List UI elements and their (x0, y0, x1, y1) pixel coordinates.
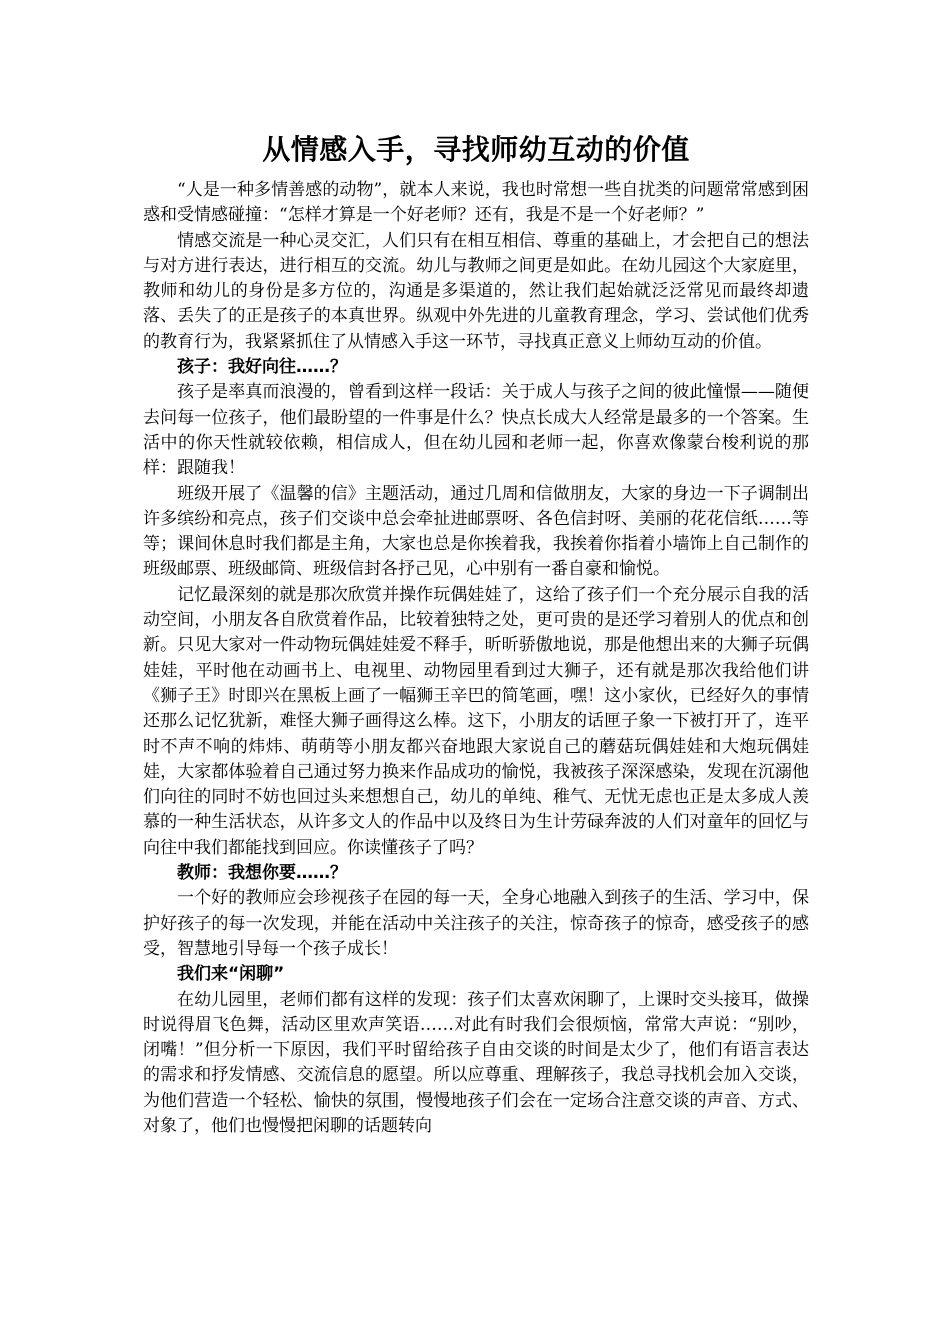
section-heading: 孩子：我好向往……？ (177, 357, 347, 378)
section-heading: 教师：我想你要……？ (177, 863, 347, 884)
paragraph: 一个好的教师应会珍视孩子在园的每一天，全身心地融入到孩子的生活、学习中，保护好孩子的每一次发现，并能在活动中关注孩子的关注，惊奇孩子的惊奇，感受孩子的感受，智慧地引导每一个孩子成长！ (143, 888, 809, 959)
document-page (143, 128, 809, 1139)
paragraph: 在幼儿园里，老师们都有这样的发现：孩子们太喜欢闲聊了，上课时交头接耳，做操时说得眉飞色舞，活动区里欢声笑语……对此有时我们会很烦恼，常常大声说：“别吵，闭嘴！”但分析一下原因，我们平时留给孩子自由交谈的时间是太少了，他们有语言表达的需求和抒发情感、交流信息的愿望。所以应尊重、理解孩子，我总寻找机会加入交谈，为他们营造一个轻松、愉快的氛围，慢慢地孩子们会在一定场合注意交谈的声音、方式、对象了，他们也慢慢把闲聊的话题转向 (143, 989, 809, 1136)
document-title: 从情感入手，寻找师幼互动的价值 (262, 133, 690, 166)
paragraph: 孩子是率真而浪漫的，曾看到这样一段话：关于成人与孩子之间的彼此憧憬——随便去问每一位孩子，他们最盼望的一件事是什么？快点长成大人经常是最多的一个答案。生活中的你天性就较依赖，相信成人，但在幼儿园和老师一起，你喜欢像蒙台梭利说的那样：跟随我！ (143, 382, 809, 479)
paragraph: “人是一种多情善感的动物”，就本人来说，我也时常想一些自扰类的问题常常感到困惑和受情感碰撞：“怎样才算是一个好老师？还有，我是不是一个好老师？” (143, 180, 809, 226)
paragraph: 班级开展了《温馨的信》主题活动，通过几周和信做朋友，大家的身边一下子调制出许多缤纷和亮点，孩子们交谈中总会牵扯进邮票呀、各色信封呀、美丽的花花信纸……等等；课间休息时我们都是主角，大家也总是你挨着我，我挨着你指着小墙饰上自己制作的班级邮票、班级邮筒、班级信封各抒己见，心中别有一番自豪和愉悦。 (143, 483, 809, 580)
paragraph: 情感交流是一种心灵交汇，人们只有在相互相信、尊重的基础上，才会把自己的想法与对方进行表达，进行相互的交流。幼儿与教师之间更是如此。在幼儿园这个大家庭里，教师和幼儿的身份是多方位的，沟通是多渠道的，然让我们起始就泛泛常见而最终却遗落、丢失了的正是孩子的本真世界。纵观中外先进的儿童教育理念，学习、尝试他们优秀的教育行为，我紧紧抓住了从情感入手这一环节，寻找真正意义上师幼互动的价值。 (143, 230, 809, 352)
paragraph: 记忆最深刻的就是那次欣赏并操作玩偶娃娃了，这给了孩子们一个充分展示自我的活动空间，小朋友各自欣赏着作品，比较着独特之处，更可贵的是还学习着别人的优点和创新。只见大家对一件动物玩偶娃娃爱不释手，昕昕骄傲地说，那是他想出来的大狮子玩偶娃娃，平时他在动画书上、电视里、动物园里看到过大狮子，还有就是那次我给他们讲《狮子王》时即兴在黑板上画了一幅狮王辛巴的简笔画，嘿！这小家伙，已经好久的事情还那么记忆犹新，难怪大狮子画得这么棒。这下，小朋友的话匣子象一下被打开了，连平时不声不响的炜炜、萌萌等小朋友都兴奋地跟大家说自己的蘑菇玩偶娃娃和大炮玩偶娃娃，大家都体验着自己通过努力换来作品成功的愉悦，我被孩子深深感染，发现在沉溺他们向往的同时不妨也回过头来想想自己，幼儿的单纯、稚气、无忧无虑也正是太多成人羡慕的一种生活状态，从许多文人的作品中以及终日为生计劳碌奔波的人们对童年的回忆与向往中我们都能找到回应。你读懂孩子了吗？ (143, 584, 809, 858)
document-body (143, 178, 809, 1139)
section-heading: 我们来“闲聊” (177, 964, 285, 985)
